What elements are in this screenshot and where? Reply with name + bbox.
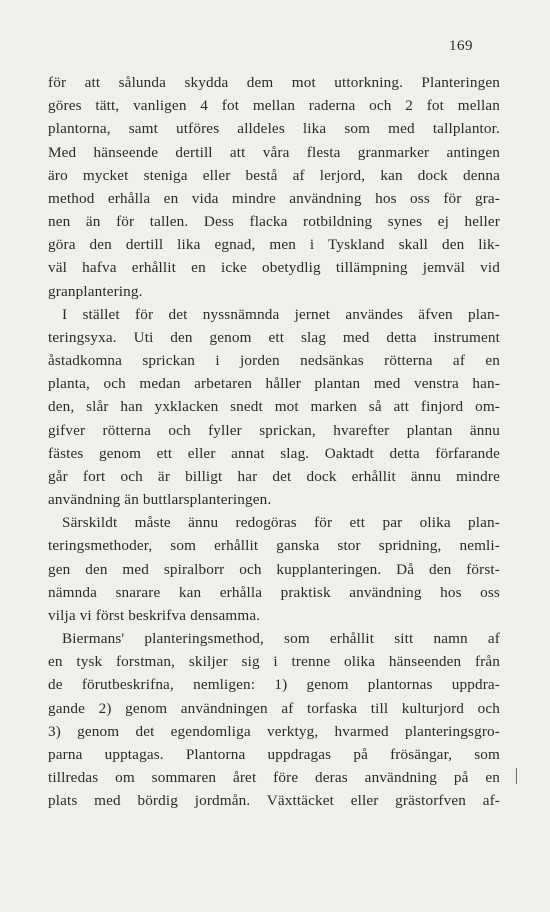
text-line: I stället för det nyssnämnda jernet användes äfven plan- xyxy=(62,305,500,323)
text-line: gande 2) genom användningen af torfaska till kulturjord och xyxy=(48,699,500,717)
text-line: Med hänseende dertill att våra flesta granmarker antingen xyxy=(48,143,500,161)
text-line: vilja vi först beskrifva densamma. xyxy=(48,606,261,624)
text-line: Särskildt måste ännu redogöras för ett par olika plan- xyxy=(62,514,500,532)
text-line: method erhålla en vida mindre användning hos oss för gra- xyxy=(48,189,500,207)
margin-mark xyxy=(516,768,517,784)
text-line: går fort och är billigt har det dock erhållit ännu mindre xyxy=(48,467,500,485)
text-line: nämnda snarare kan erhålla praktisk användning hos oss xyxy=(48,583,500,601)
text-line: plantorna, samt utföres alldeles lika som med tallplantor. xyxy=(48,120,500,138)
text-line: Biermans' planteringsmethod, som erhållit sitt namn af xyxy=(62,630,500,648)
text-line: användning än buttlarsplanteringen. xyxy=(48,491,272,509)
text-line: gifver rötterna och fyller sprickan, hvarefter plantan ännu xyxy=(48,421,500,439)
text-line: nen än för tallen. Dess flacka rotbildning synes ej heller xyxy=(48,213,500,231)
text-line: planta, och medan arbetaren håller plantan med venstra han- xyxy=(48,375,500,393)
text-line: tillredas om sommaren året före deras användning på en xyxy=(48,769,500,787)
body-text xyxy=(48,71,500,813)
text-line: plats med bördig jordmån. Växttäcket eller grästorfven af- xyxy=(48,792,500,810)
page-number: 169 xyxy=(449,38,473,54)
text-line: teringsmethoder, som erhållit ganska stor spridning, nemli- xyxy=(48,537,500,555)
text-line: teringsyxa. Uti den genom ett slag med detta instrument xyxy=(48,328,500,346)
text-line: för att sålunda skydda dem mot uttorkning. Planteringen xyxy=(48,74,500,91)
text-line: väl hafva erhållit en icke obetydlig tillämpning jemväl vid xyxy=(48,259,500,277)
text-line: gen den med spiralborr och kupplanteringen. Då den först- xyxy=(48,560,500,578)
text-line: granplantering. xyxy=(48,282,143,300)
text-line: göra den dertill lika egnad, men i Tyskland skall den lik- xyxy=(48,236,500,254)
text-line: äro mycket steniga eller bestå af lerjord, kan dock denna xyxy=(48,166,500,184)
text-line: en tysk forstman, skiljer sig i trenne olika hänseenden från xyxy=(48,653,500,671)
text-line: göres tätt, vanligen 4 fot mellan raderna och 2 fot mellan xyxy=(48,97,500,115)
text-line: fästes genom ett eller annat slag. Oaktadt detta förfarande xyxy=(48,444,500,462)
text-line: parna upptagas. Plantorna uppdragas på frösängar, som xyxy=(48,745,500,763)
text-line: 3) genom det egendomliga verktyg, hvarmed planteringsgro- xyxy=(48,722,500,740)
text-line: de förutbeskrifna, nemligen: 1) genom plantornas uppdra- xyxy=(48,676,500,694)
text-line: åstadkomna sprickan i jorden nedsänkas rötterna af en xyxy=(48,352,500,370)
text-line: den, slår han yxklacken snedt mot marken så att finjord om- xyxy=(48,398,500,416)
